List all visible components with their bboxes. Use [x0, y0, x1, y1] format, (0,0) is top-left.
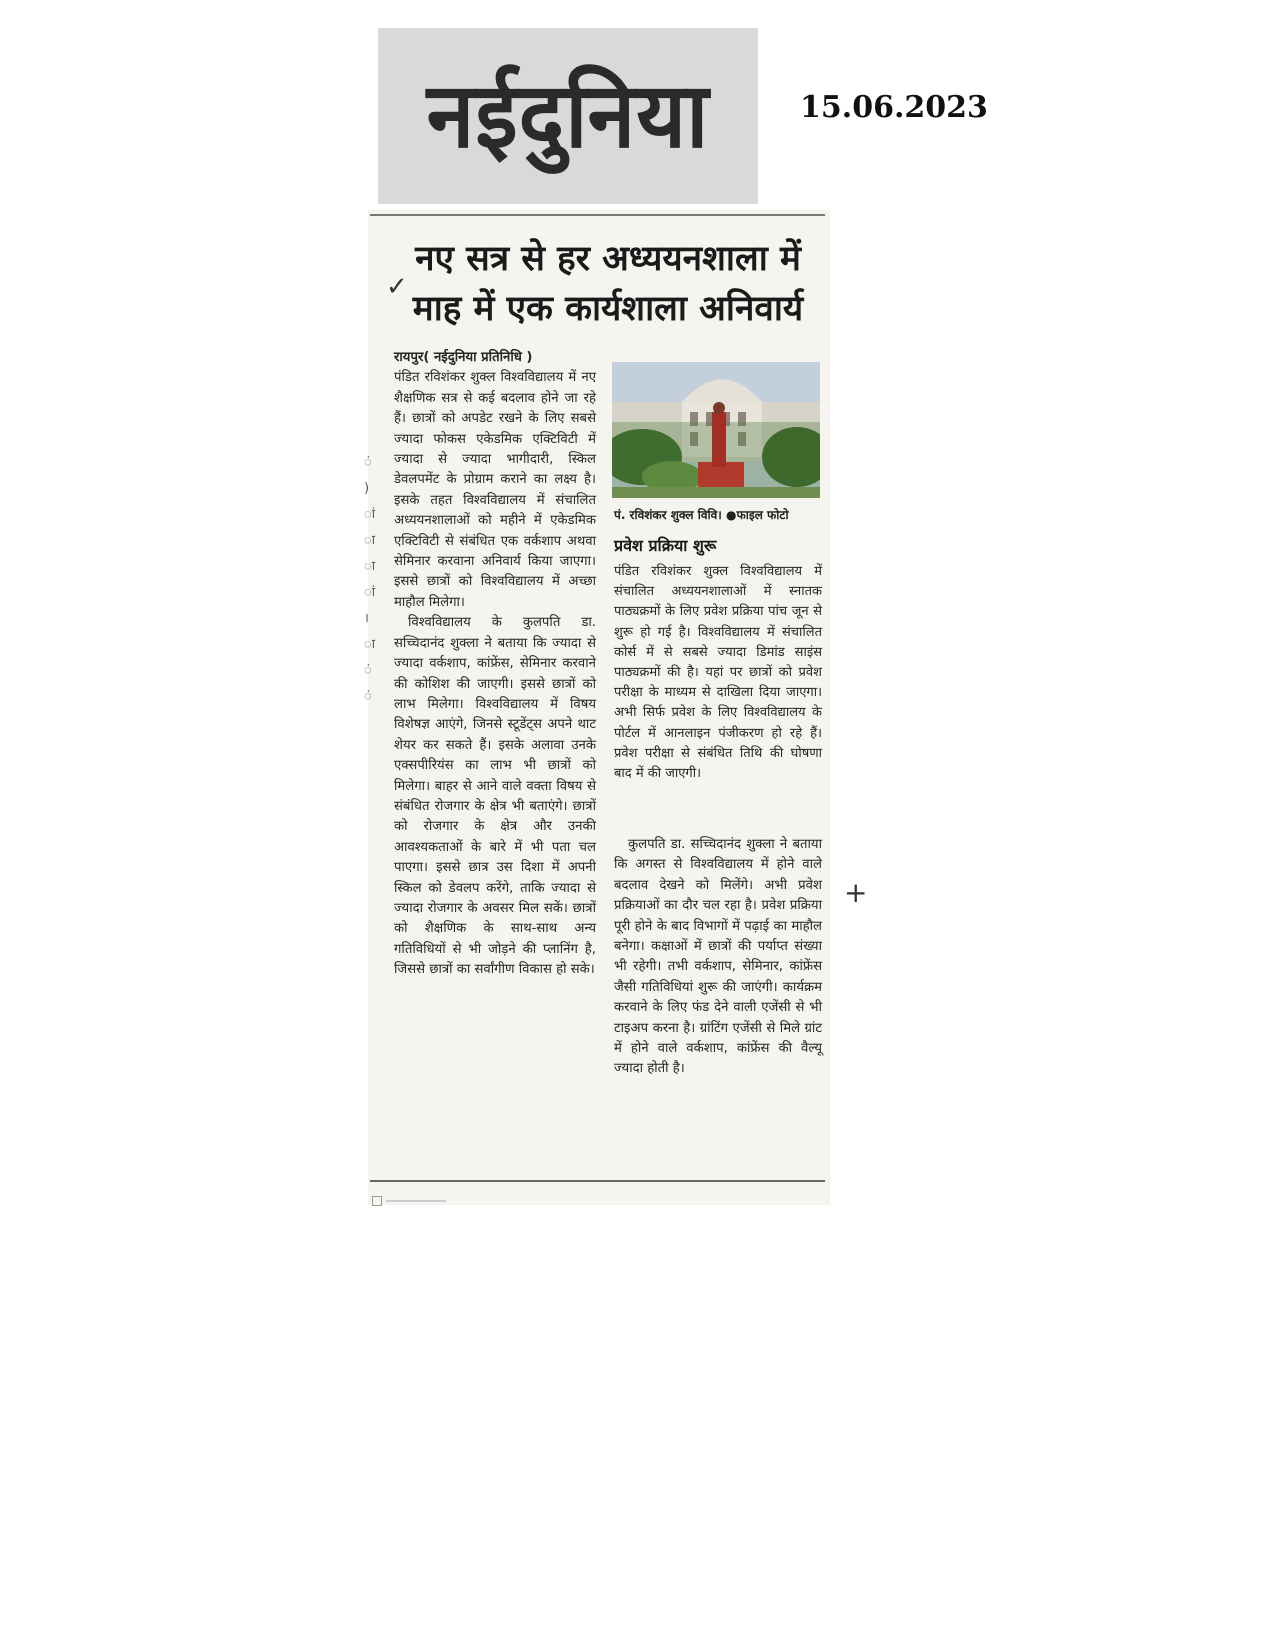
subheading: प्रवेश प्रक्रिया शुरू — [614, 536, 717, 555]
tick-mark-icon: ✓ — [386, 272, 408, 302]
newspaper-name: नईदुनिया — [426, 63, 710, 169]
photo-caption: पं. रविशंकर शुक्ल विवि। ●फाइल फोटो — [614, 508, 789, 522]
headline-line-1: नए सत्र से हर अध्ययनशाला में — [415, 239, 801, 279]
university-photo — [612, 362, 820, 498]
byline: रायपुर( नईदुनिया प्रतिनिधि ) — [394, 350, 533, 365]
right-paragraph-2: कुलपति डा. सच्चिदानंद शुक्ला ने बताया कि अगस्त से विश्वविद्यालय में होने वाले बदलाव देखने को मिलेंगे। अभी प्रवेश प्रक्रियाओं का दौर चल रहा है। प्रवेश प्रक्रिया पूरी होने के बाद विभागों में पढ़ाई का माहौल बनेगा। कक्षाओं में छात्रों की पर्याप्त संख्या भी रहेगी। तभी वर्कशाप, सेमिनार, कांफ्रेंस जैसी गतिविधियां शुरू की जाएंगी। कार्यक्रम करवाने के लिए फंड देने वाली एजेंसी से भी टाइअप करना है। ग्रांटिंग एजेंसी से मिले ग्रांट में होने वाले वर्कशाप, कांफ्रेंस की वैल्यू ज्यादा होती है। — [614, 837, 822, 1077]
margin-marks: ं ) ां ा ा ां । ा ं ं — [364, 455, 376, 704]
left-paragraph-1: पंडित रविशंकर शुक्ल विश्वविद्यालय में नए शैक्षणिक सत्र से कई बदलाव होने जा रहे हैं। छात्रों को अपडेट रखने के लिए सबसे ज्यादा फोकस एकेडमिक एक्टिविटी में ज्यादा से ज्यादा भागीदारी, स्किल डेवलपमेंट के प्रोग्राम कराने का लक्ष्य है। इसके तहत विश्वविद्यालय में संचालित अध्ययनशालाओं को महीने में एकेडमिक एक्टिविटी से संबंधित एक वर्कशाप अथवा सेमिनार करवाना अनिवार्य किया जाएगा। इससे छात्रों को विश्वविद्यालय में अच्छा माहौल मिलेगा। — [394, 370, 596, 610]
left-column — [394, 348, 596, 981]
headline-line-2: माह में एक कार्यशाला अनिवार्य — [412, 289, 804, 329]
headline — [398, 234, 818, 334]
left-paragraph-2: विश्वविद्यालय के कुलपति डा. सच्चिदानंद शुक्ला ने बताया कि ज्यादा से ज्यादा वर्कशाप, कांफ्रेंस, सेमिनार करवाने की कोशिश की जाएगी। इससे छात्रों को लाभ मिलेगा। विश्वविद्यालय में विषय विशेषज्ञ आएंगे, जिनसे स्टूडेंट्स अपने थाट शेयर कर सकते हैं। इसके अलावा उनके एक्सपीरियंस का लाभ भी छात्रों को मिलेगा। बाहर से आने वाले वक्ता विषय से संबंधित रोजगार के क्षेत्र भी बताएंगे। छात्रों को रोजगार के क्षेत्र और उनकी आवश्यकताओं के बारे में भी पता चल पाएगा। इससे छात्र उस दिशा में अपनी स्किल को डेवलप करेंगे, ताकि ज्यादा से ज्यादा रोजगार के अवसर मिल सकें। छात्रों को शैक्षणिक के साथ-साथ अन्य गतिविधियों से भी जोड़ने की प्लानिंग है, जिससे छात्रों का सर्वांगीण विकास हो सके। — [394, 615, 596, 978]
newspaper-masthead — [378, 28, 758, 204]
publication-date: 15.06.2023 — [800, 90, 988, 125]
bottom-rule — [370, 1180, 825, 1182]
top-rule — [370, 214, 825, 216]
scanner-logo-icon — [372, 1196, 382, 1206]
scanner-watermark — [372, 1196, 452, 1206]
plus-mark-icon: + — [844, 876, 868, 909]
right-paragraph-1: पंडित रविशंकर शुक्ल विश्वविद्यालय में संचालित अध्ययनशालाओं में स्नातक पाठ्यक्रमों के लिए प्रवेश प्रक्रिया पांच जून से शुरू हो गई है। विश्वविद्यालय में संचालित कोर्स में से सबसे ज्यादा डिमांड साइंस पाठ्यक्रमों की है। यहां पर छात्रों को प्रवेश परीक्षा के माध्यम से दाखिला दिया जाएगा। अभी सिर्फ प्रवेश के लिए विश्वविद्यालय के पोर्टल में आनलाइन पंजीकरण हो रहे हैं। प्रवेश परीक्षा से संबंधित तिथि की घोषणा बाद में की जाएगी। — [614, 564, 822, 782]
scanner-text-line — [386, 1200, 446, 1202]
